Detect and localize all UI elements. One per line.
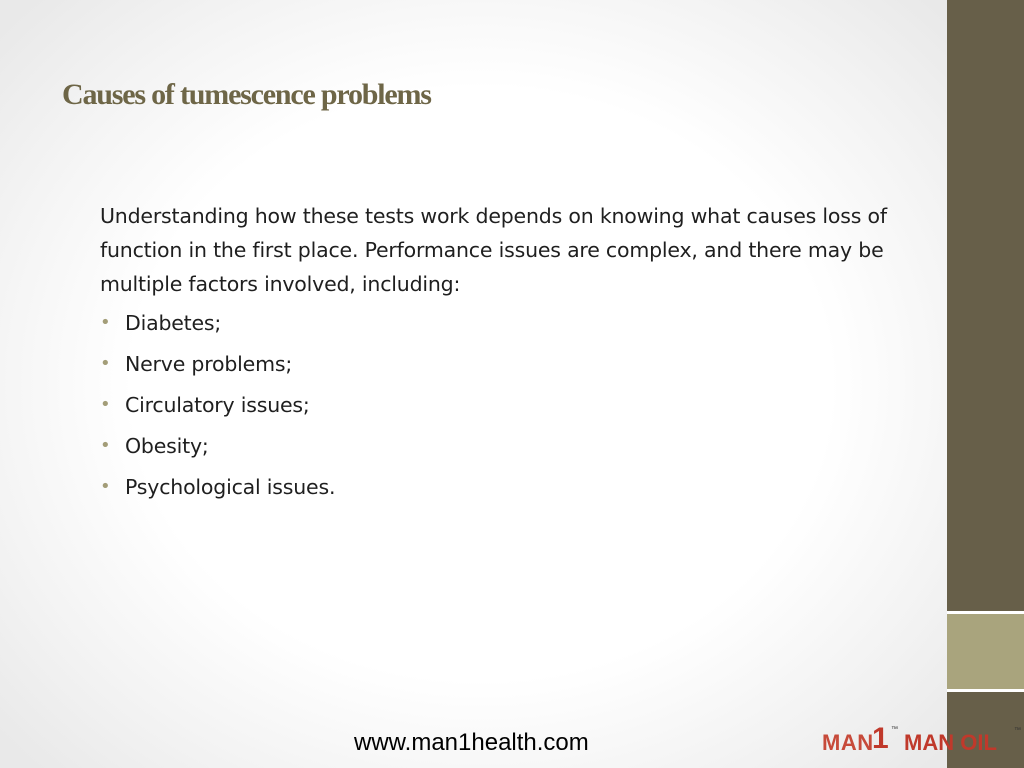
intro-paragraph: Understanding how these tests work depends on knowing what causes loss of function in the first place. Performance issues are complex, and there may be multiple factors involved, including: [100,204,887,296]
list-item [100,388,930,429]
sidebar-accent-block [947,614,1024,689]
cause-list [100,306,930,511]
list-item [100,306,930,347]
list-item-text: Nerve problems; [125,352,293,376]
logo-man-oil-text: MAN OIL [904,730,997,755]
logo-man-text: MAN [822,730,874,755]
brand-logo [820,724,1020,760]
footer-website-link[interactable]: www.man1health.com [354,729,589,756]
list-item-text: Obesity; [125,434,209,458]
bullet-icon: • [100,312,111,333]
logo-trademark: ™ [891,726,898,733]
list-item-text: Diabetes; [125,311,222,335]
slide-body [100,199,930,511]
list-item [100,470,930,511]
logo-trademark: ™ [1014,727,1021,734]
logo-one-text: 1 [872,722,889,755]
bullet-icon: • [100,394,111,415]
bullet-icon: • [100,435,111,456]
list-item [100,347,930,388]
bullet-icon: • [100,353,111,374]
list-item-text: Psychological issues. [125,475,336,499]
slide-title: Causes of tumescence problems [62,78,431,111]
list-item-text: Circulatory issues; [125,393,310,417]
list-item [100,429,930,470]
sidebar-divider [947,689,1024,692]
bullet-icon: • [100,476,111,497]
decorative-sidebar [947,0,1024,768]
